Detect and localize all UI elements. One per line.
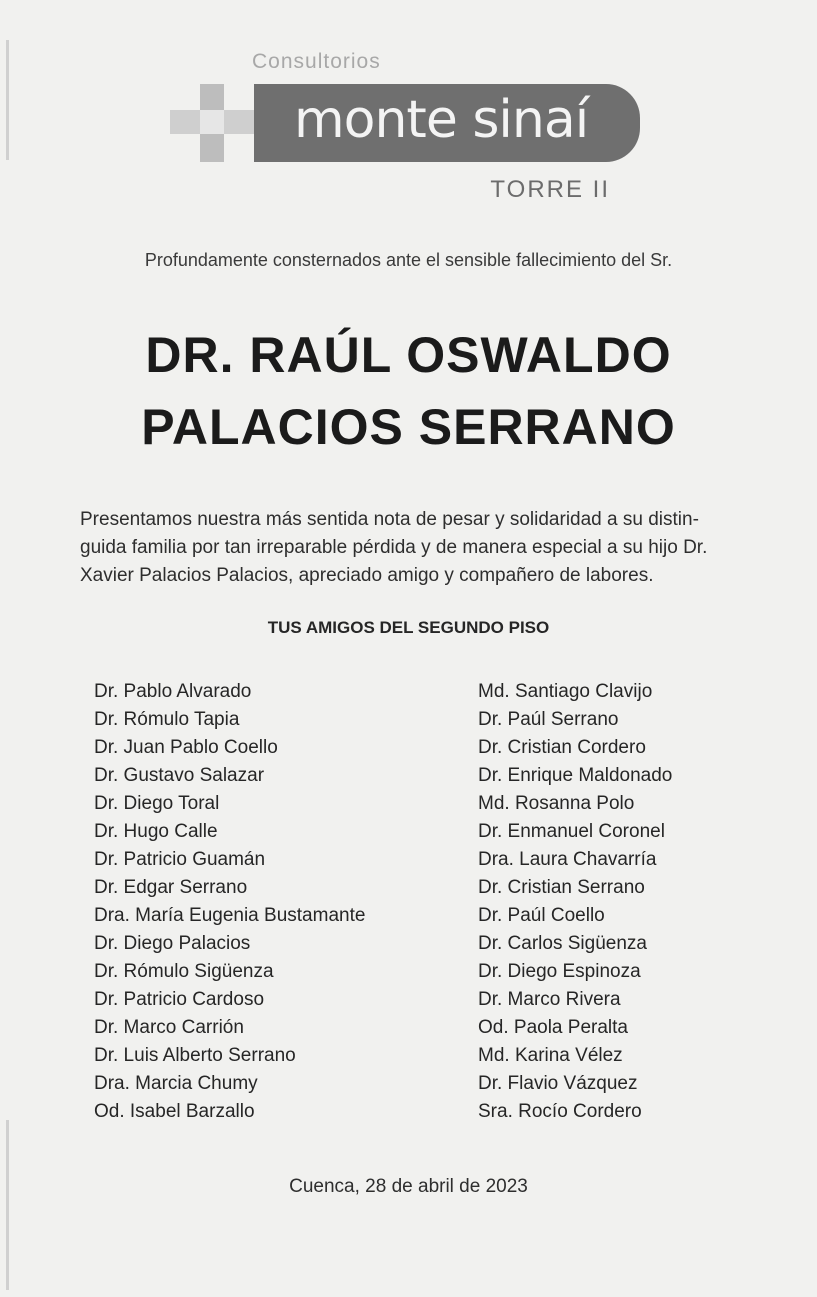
message-line: Presentamos nuestra más sentida nota de pesar y solidaridad a su distin- xyxy=(80,509,699,530)
deceased-name-line2: PALACIOS SERRANO xyxy=(141,399,676,455)
deceased-name-line1: DR. RAÚL OSWALDO xyxy=(145,327,672,383)
signer-name: Md. Santiago Clavijo xyxy=(478,681,653,702)
signer-name: Dr. Hugo Calle xyxy=(94,821,218,842)
names-list-right xyxy=(478,678,672,1126)
signer-name: Dr. Rómulo Tapia xyxy=(94,709,240,730)
message-line: guida familia por tan irreparable pérdida y de manera especial a su hijo Dr. xyxy=(80,537,708,558)
logo-brand-bar xyxy=(254,84,640,162)
signer-name: Dra. María Eugenia Bustamante xyxy=(94,905,366,926)
signer-name: Dr. Carlos Sigüenza xyxy=(478,933,647,954)
signer-name: Dr. Diego Espinoza xyxy=(478,961,641,982)
signer-name: Od. Paola Peralta xyxy=(478,1017,628,1038)
place-date: Cuenca, 28 de abril de 2023 xyxy=(289,1176,528,1197)
signer-name: Dr. Paúl Serrano xyxy=(478,709,619,730)
logo-top-text: Consultorios xyxy=(252,50,381,73)
logo-sub-text: TORRE II xyxy=(490,176,610,203)
signer-name: Dra. Marcia Chumy xyxy=(94,1073,258,1094)
signer-name: Dr. Edgar Serrano xyxy=(94,877,248,898)
message-line: Xavier Palacios Palacios, apreciado amigo y compañero de labores. xyxy=(80,565,654,586)
signer-name: Dr. Juan Pablo Coello xyxy=(94,737,278,758)
group-title: TUS AMIGOS DEL SEGUNDO PISO xyxy=(267,618,550,637)
signer-name: Sra. Rocío Cordero xyxy=(478,1101,642,1122)
signer-name: Dra. Laura Chavarría xyxy=(478,849,657,870)
signer-name: Dr. Luis Alberto Serrano xyxy=(94,1045,296,1066)
signer-name: Dr. Enrique Maldonado xyxy=(478,765,673,786)
condolence-message xyxy=(80,506,740,590)
signer-name: Dr. Cristian Serrano xyxy=(478,877,645,898)
signer-name: Dr. Patricio Guamán xyxy=(94,849,266,870)
scan-edge-mark xyxy=(6,40,9,160)
signer-name: Dr. Flavio Vázquez xyxy=(478,1073,638,1094)
signer-name: Dr. Diego Palacios xyxy=(94,933,251,954)
signer-name: Dr. Rómulo Sigüenza xyxy=(94,961,274,982)
signer-name: Od. Isabel Barzallo xyxy=(94,1101,255,1122)
signer-name: Dr. Marco Rivera xyxy=(478,989,621,1010)
clinic-logo xyxy=(170,48,650,208)
signer-name: Dr. Enmanuel Coronel xyxy=(478,821,665,842)
signer-name: Dr. Diego Toral xyxy=(94,793,220,814)
scan-edge-mark xyxy=(6,1120,9,1290)
signer-name: Dr. Paúl Coello xyxy=(478,905,605,926)
logo-brand-text: monte sinaí xyxy=(294,90,589,150)
intro-text: Profundamente consternados ante el sensible fallecimiento del Sr. xyxy=(144,250,673,270)
names-list-left xyxy=(94,678,365,1126)
signer-name: Dr. Marco Carrión xyxy=(94,1017,244,1038)
signer-name: Dr. Patricio Cardoso xyxy=(94,989,265,1010)
signer-name: Dr. Pablo Alvarado xyxy=(94,681,252,702)
signer-name: Md. Rosanna Polo xyxy=(478,793,635,814)
medical-cross-icon xyxy=(170,84,260,174)
signer-name: Dr. Gustavo Salazar xyxy=(94,765,265,786)
signer-name: Md. Karina Vélez xyxy=(478,1045,623,1066)
signer-name: Dr. Cristian Cordero xyxy=(478,737,646,758)
